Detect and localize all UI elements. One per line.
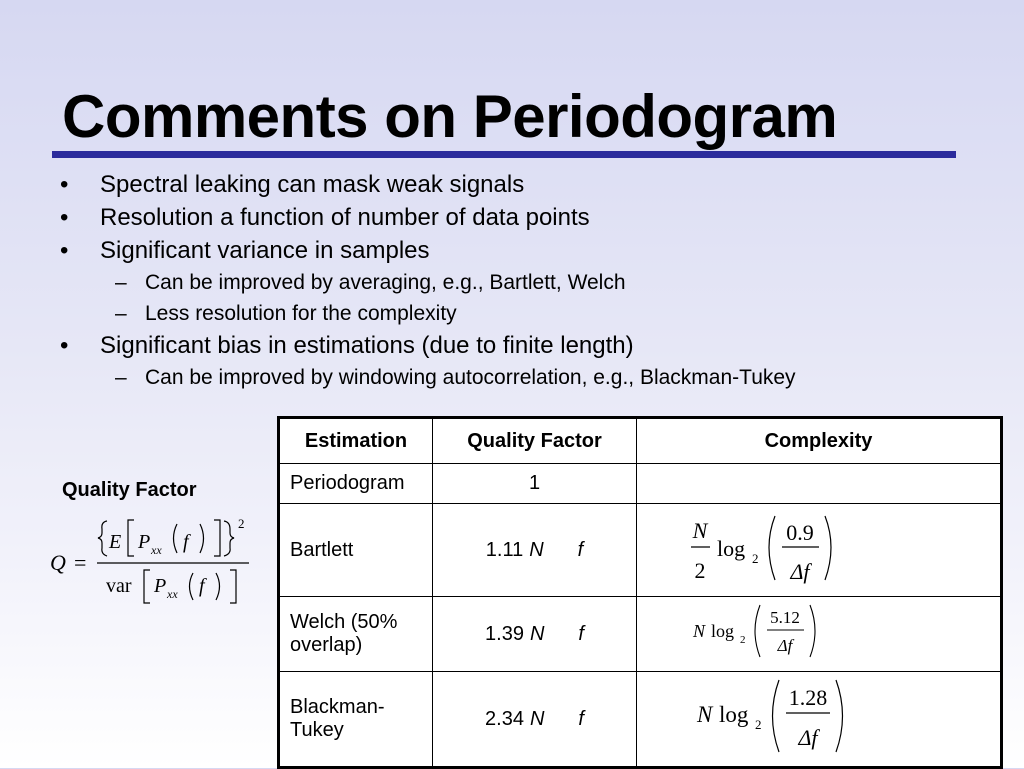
cell-estimation: Welch (50% overlap) xyxy=(279,597,433,672)
sub-bullet-marker: – xyxy=(115,271,127,294)
formula-den-left-paren xyxy=(190,573,194,600)
sub-bullet-marker: – xyxy=(115,366,127,389)
quality-value: 2.34 xyxy=(485,707,524,730)
complexity-right-paren xyxy=(810,605,815,657)
formula-den-right-bracket xyxy=(230,570,236,603)
complexity-num: 0.9 xyxy=(786,520,814,545)
formula-left-bracket xyxy=(128,520,134,556)
bullet-text: Significant variance in samples xyxy=(100,237,430,264)
formula-den-f: f xyxy=(199,575,205,597)
formula-subscript: xx xyxy=(151,543,162,557)
formula-q: Q xyxy=(50,550,66,575)
bullet-marker: • xyxy=(60,237,69,264)
sub-bullet-text: Can be improved by windowing autocorrelation, e.g., Blackman-Tukey xyxy=(145,366,796,389)
cell-quality-factor xyxy=(433,672,637,768)
complexity-prefix-den: 2 xyxy=(694,558,706,583)
bullet-item xyxy=(58,234,998,267)
complexity-prefix: N xyxy=(693,621,706,641)
formula-right-bracket xyxy=(214,520,220,556)
cell-complexity xyxy=(637,464,1002,504)
complexity-log-base: 2 xyxy=(752,551,759,566)
quality-factor-formula xyxy=(44,506,254,606)
header-estimation: Estimation xyxy=(279,418,433,464)
formula-f: f xyxy=(183,531,189,553)
header-quality-factor: Quality Factor xyxy=(433,418,637,464)
sub-bullet-item xyxy=(58,298,998,329)
bullet-marker: • xyxy=(60,171,69,198)
bullet-item xyxy=(58,329,998,362)
complexity-den: Δf xyxy=(798,725,818,750)
header-complexity: Complexity xyxy=(637,418,1002,464)
complexity-num: 1.28 xyxy=(788,685,828,710)
complexity-formula xyxy=(647,672,967,760)
complexity-right-paren xyxy=(836,680,843,752)
quality-factor-label: Quality Factor xyxy=(62,479,197,501)
quality-n: N xyxy=(529,538,544,561)
bullet-item xyxy=(58,168,998,201)
formula-e: E xyxy=(109,531,122,553)
complexity-log-base: 2 xyxy=(740,634,746,646)
complexity-log: log xyxy=(711,621,735,641)
formula-left-brace xyxy=(98,521,107,556)
bullet-item xyxy=(58,201,998,234)
formula-right-paren xyxy=(200,524,204,553)
formula-var: var xyxy=(106,575,132,597)
cell-estimation: Blackman-Tukey xyxy=(279,672,433,768)
quality-f: f xyxy=(578,707,584,730)
quality-f: f xyxy=(578,622,584,645)
complexity-left-paren xyxy=(773,680,780,752)
bullet-marker: • xyxy=(60,332,69,359)
complexity-prefix: N xyxy=(697,702,713,727)
bullet-text: Resolution a function of number of data points xyxy=(100,204,590,231)
table-row xyxy=(279,464,1002,504)
table-row xyxy=(279,672,1002,768)
cell-estimation: Periodogram xyxy=(279,464,433,504)
slide-title: Comments on Periodogram xyxy=(62,83,838,150)
estimation-table xyxy=(277,416,1003,769)
complexity-log: log xyxy=(719,702,749,727)
quality-value: 1.39 xyxy=(485,622,524,645)
formula-den-subscript: xx xyxy=(167,587,178,601)
cell-complexity xyxy=(637,672,1002,768)
formula-den-right-paren xyxy=(216,573,220,600)
quality-f: f xyxy=(577,538,584,561)
complexity-log: log xyxy=(717,536,746,561)
cell-quality-factor xyxy=(433,504,637,597)
sub-bullet-marker: – xyxy=(115,302,127,325)
quality-n: N xyxy=(529,707,545,730)
bullet-marker: • xyxy=(60,204,69,231)
quality-value: 1 xyxy=(528,472,541,494)
formula-left-paren xyxy=(174,524,178,553)
sub-bullet-text: Can be improved by averaging, e.g., Bartlett, Welch xyxy=(145,271,626,294)
complexity-left-paren xyxy=(755,605,760,657)
formula-equals: = xyxy=(74,550,87,575)
sub-bullet-item xyxy=(58,362,998,393)
complexity-num: 5.12 xyxy=(770,608,800,627)
complexity-prefix-num: N xyxy=(692,518,708,543)
sub-bullet-item xyxy=(58,267,998,298)
complexity-left-paren xyxy=(769,516,775,580)
cell-quality-factor xyxy=(433,464,637,504)
complexity-formula xyxy=(647,504,967,590)
bullet-text: Spectral leaking can mask weak signals xyxy=(100,171,525,198)
complexity-formula xyxy=(647,597,967,665)
table-row xyxy=(279,504,1002,597)
cell-estimation: Bartlett xyxy=(279,504,433,597)
formula-power: 2 xyxy=(238,516,245,531)
quality-n: N xyxy=(529,622,545,645)
formula-right-brace xyxy=(224,521,234,556)
cell-complexity xyxy=(637,597,1002,672)
title-underline xyxy=(52,151,956,158)
table-row xyxy=(279,597,1002,672)
complexity-right-paren xyxy=(825,516,831,580)
formula-den-left-bracket xyxy=(144,570,150,603)
sub-bullet-text: Less resolution for the complexity xyxy=(145,302,457,325)
formula-den-p: P xyxy=(154,575,167,597)
bullet-list xyxy=(58,168,998,393)
table-header-row xyxy=(279,418,1002,464)
quality-value: 1.11 xyxy=(485,538,524,561)
formula-p: P xyxy=(138,531,151,553)
complexity-den: Δf xyxy=(790,559,810,584)
cell-complexity xyxy=(637,504,1002,597)
bullet-text: Significant bias in estimations (due to finite length) xyxy=(100,332,634,359)
complexity-den: Δf xyxy=(777,636,793,655)
cell-quality-factor xyxy=(433,597,637,672)
complexity-log-base: 2 xyxy=(755,717,762,732)
